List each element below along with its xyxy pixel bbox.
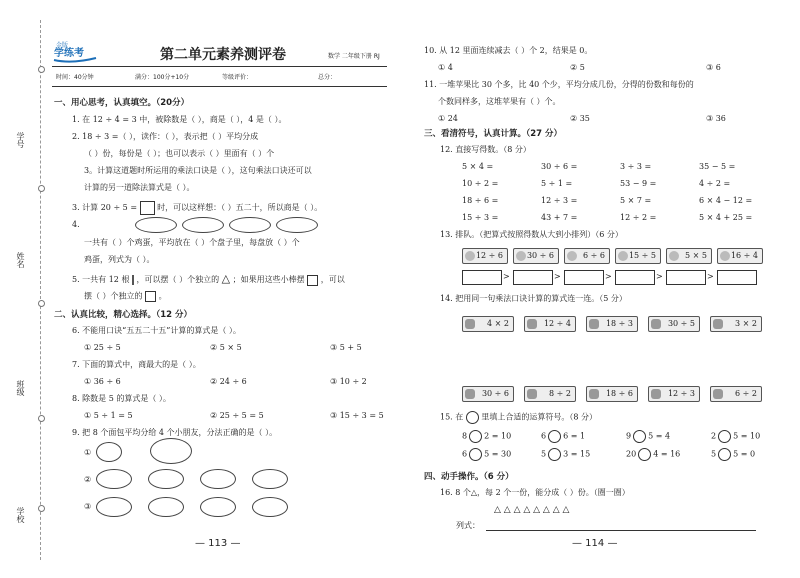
q14-card[interactable] [710, 386, 762, 402]
q14-card-label: 8 ÷ 2 [549, 389, 571, 398]
bee-icon [465, 389, 475, 399]
operator-circle[interactable] [548, 448, 561, 461]
question-2-line4: 计算的另一道除法算式是（ ）。 [84, 183, 195, 192]
operator-circle[interactable] [469, 448, 482, 461]
bee-icon [465, 319, 475, 329]
q12-item: 5 × 4 = [462, 162, 494, 171]
question-2-line3: 3。计算这道题时所运用的乘法口诀是（ ），这句乘法口诀还可以 [84, 166, 312, 175]
q13-card [462, 248, 508, 264]
brand-logo [52, 44, 98, 64]
page-number-left: — 113 — [195, 538, 241, 549]
square-icon [307, 275, 318, 286]
operator-circle[interactable] [718, 448, 731, 461]
q12-item: 3 ÷ 3 = [620, 162, 652, 171]
q14-card[interactable] [586, 386, 638, 402]
bun-icon [669, 251, 679, 261]
q14-card[interactable] [648, 386, 700, 402]
q5-text-f: 。 [158, 291, 167, 301]
q5-text-a: 5. 一共有 12 根 [72, 275, 130, 284]
bun-icon [567, 251, 577, 261]
q15-right-part: 5 = 4 [648, 431, 671, 441]
q15-left-operand: 20 [626, 449, 637, 459]
q13-card [564, 248, 610, 264]
q5-text-d: ，可以 [320, 275, 345, 284]
q10-option-1[interactable]: ① 4 [438, 63, 453, 72]
q15-left-operand: 8 [462, 431, 468, 441]
q14-card-label: 12 ÷ 4 [543, 319, 571, 328]
question-11-line1: 11. 一堆苹果比 30 个多，比 40 个少，平均分成几份，分得的份数和每份的 [424, 80, 694, 89]
side-label-name: 姓名 [16, 252, 25, 268]
binding-hole [38, 66, 45, 73]
q12-item: 43 + 7 = [541, 213, 578, 222]
question-2-line2: （ ）份，每份是（ ）；也可以表示（ ）里面有（ ）个 [84, 149, 275, 158]
q15-right-part: 5 = 10 [733, 431, 761, 441]
stick-icon [132, 275, 134, 285]
operator-circle[interactable] [638, 448, 651, 461]
q15-right-part: 4 = 16 [653, 449, 681, 459]
answer-box[interactable] [513, 270, 553, 285]
formula-label: 列式： [456, 521, 480, 530]
info-total: 总分： [318, 74, 337, 81]
q14-card-label: 30 ÷ 5 [667, 319, 695, 328]
q15-item [626, 430, 670, 443]
binding-hole [38, 185, 45, 192]
q9-option-1[interactable]: ① [84, 448, 92, 457]
answer-box[interactable] [462, 270, 502, 285]
q15-right-part: 5 = 30 [484, 449, 512, 459]
egg-group-icon [229, 217, 271, 233]
bee-icon [527, 319, 537, 329]
answer-box[interactable] [666, 270, 706, 285]
q15-item [711, 430, 760, 443]
header-rule [52, 66, 387, 67]
q12-item: 53 − 9 = [620, 179, 657, 188]
q14-card[interactable] [462, 386, 514, 402]
side-label-class: 班级 [16, 380, 25, 396]
q12-item: 15 ÷ 3 = [462, 213, 499, 222]
bread-plate-icon [200, 469, 236, 489]
q15-left-operand: 2 [711, 431, 717, 441]
question-2-line1: 2. 18 ÷ 3 =（ ），读作：（ ），表示把（ ）平均分成 [72, 132, 259, 141]
greater-than-sign: > [656, 272, 663, 281]
q15-left-operand: 5 [541, 449, 547, 459]
q14-card[interactable] [586, 316, 638, 332]
q15-text-b: 里填上合适的运算符号。（8 分） [481, 412, 597, 422]
question-4-line2: 鸡蛋，列式为（ ）。 [84, 255, 155, 264]
q8-option-2[interactable]: ② 25 ÷ 5 = 5 [210, 411, 264, 420]
question-8: 8. 除数是 5 的算式是（ ）。 [72, 394, 171, 403]
q15-item [541, 448, 590, 461]
q15-item [626, 448, 680, 461]
bread-plate-icon [252, 497, 288, 517]
bun-icon [720, 251, 730, 261]
q15-right-part: 3 = 15 [563, 449, 591, 459]
operator-circle[interactable] [548, 430, 561, 443]
q7-option-2[interactable]: ② 24 ÷ 6 [210, 377, 247, 386]
q13-card-label: 6 ÷ 6 [583, 251, 605, 260]
q14-card-label: 4 × 2 [487, 319, 509, 328]
q9-option-2[interactable]: ② [84, 475, 92, 484]
q13-card-label: 30 ÷ 6 [526, 251, 554, 260]
question-6: 6. 不能用口诀“五五二十五”计算的算式是（ ）。 [72, 326, 241, 335]
bread-plate-icon [252, 469, 288, 489]
bee-icon [651, 319, 661, 329]
q14-card-label: 18 ÷ 6 [605, 389, 633, 398]
question-3 [72, 201, 322, 215]
question-14: 14. 把用同一句乘法口诀计算的算式连一连。（5 分） [440, 294, 627, 303]
q13-card-label: 5 × 5 [685, 251, 707, 260]
q15-left-operand: 9 [626, 431, 632, 441]
egg-group-icon [276, 217, 318, 233]
question-11-line2: 个数同样多，这堆苹果有（ ）个。 [438, 97, 561, 106]
q12-item: 12 ÷ 3 = [541, 196, 578, 205]
q13-card-label: 12 ÷ 6 [475, 251, 503, 260]
page-title: 第二单元素养测评卷 [160, 47, 286, 63]
question-5-line1 [72, 274, 345, 286]
side-label-school: 学校 [16, 507, 25, 523]
info-grade: 等级评价： [222, 74, 253, 81]
q14-card-label: 12 ÷ 3 [667, 389, 695, 398]
q8-option-3[interactable]: ③ 15 ÷ 3 = 5 [330, 411, 384, 420]
question-15 [440, 411, 597, 424]
binding-hole [38, 300, 45, 307]
q14-card[interactable] [648, 316, 700, 332]
circle-icon [466, 411, 479, 424]
question-5-line2 [84, 291, 167, 302]
binding-hole [38, 505, 45, 512]
answer-box[interactable] [615, 270, 655, 285]
bread-plate-icon [148, 469, 184, 489]
formula-answer-line[interactable] [486, 530, 756, 531]
q13-card-label: 15 ÷ 5 [628, 251, 656, 260]
q12-item: 10 ÷ 2 = [462, 179, 499, 188]
bread-plate-icon [200, 497, 236, 517]
q11-option-3[interactable]: ③ 36 [706, 114, 726, 123]
q11-option-2[interactable]: ② 35 [570, 114, 590, 123]
q15-left-operand: 6 [462, 449, 468, 459]
q15-left-operand: 6 [541, 431, 547, 441]
question-13: 13. 排队。（把算式按照得数从大到小排列）（6 分） [440, 230, 623, 239]
question-4-number: 4. [72, 220, 80, 229]
section-1-title: 一、用心思考，认真填空。（20分） [54, 98, 190, 108]
q15-right-part: 6 = 1 [563, 431, 586, 441]
q12-item: 5 ÷ 1 = [541, 179, 573, 188]
q10-option-3[interactable]: ③ 6 [706, 63, 721, 72]
q15-item [462, 430, 511, 443]
q14-card-label: 3 × 2 [735, 319, 757, 328]
q9-option-3[interactable]: ③ [84, 502, 92, 511]
page-number-right: — 114 — [572, 538, 618, 549]
bun-icon [465, 251, 475, 261]
info-time: 时间：40分钟 [56, 74, 94, 81]
q7-option-1[interactable]: ① 36 ÷ 6 [84, 377, 121, 386]
bee-icon [589, 389, 599, 399]
q10-option-2[interactable]: ② 5 [570, 63, 585, 72]
bread-plate-icon [96, 442, 122, 462]
question-4-line1: 一共有（ ）个鸡蛋，平均放在（ ）个盘子里，每盘放（ ）个 [84, 238, 300, 247]
info-score: 满分：100分+10分 [135, 74, 190, 81]
question-3-part1: 3. 计算 20 ÷ 5 = [72, 203, 138, 212]
q15-item [541, 430, 585, 443]
section-2-title: 二、认真比较，精心选择。（12 分） [54, 310, 193, 320]
q8-option-1[interactable]: ① 5 ÷ 1 = 5 [84, 411, 133, 420]
question-3-part2: 时，可以这样想：（ ）五二十，所以商是（ ）。 [157, 203, 323, 212]
question-10: 10. 从 12 里面连续减去（ ）个 2，结果是 0。 [424, 46, 593, 55]
q15-left-operand: 5 [711, 449, 717, 459]
q5-text-b: ，可以摆（ ）个独立的 [136, 275, 220, 284]
q12-item: 5 × 7 = [620, 196, 652, 205]
bread-plate-icon [148, 497, 184, 517]
operator-circle[interactable] [718, 430, 731, 443]
q12-item: 18 ÷ 6 = [462, 196, 499, 205]
q13-card [513, 248, 559, 264]
q7-option-3[interactable]: ③ 10 ÷ 2 [330, 377, 367, 386]
q13-card [615, 248, 661, 264]
answer-box[interactable] [140, 201, 155, 215]
square-icon [145, 291, 156, 302]
question-9: 9. 把 8 个面包平均分给 4 个小朋友，分法正确的是（ ）。 [72, 428, 278, 437]
q12-item: 30 ÷ 6 = [541, 162, 578, 171]
q5-text-e: 摆（ ）个独立的 [84, 291, 143, 301]
q14-card[interactable] [462, 316, 514, 332]
section-4-title: 四、动手操作。（6 分） [424, 472, 514, 482]
q15-right-part: 5 = 0 [733, 449, 756, 459]
triangle-row: △ △ △ △ △ △ △ △ [494, 505, 570, 515]
greater-than-sign: > [503, 272, 510, 281]
q14-card[interactable] [710, 316, 762, 332]
q6-option-1[interactable]: ① 25 ÷ 5 [84, 343, 121, 352]
answer-box[interactable] [564, 270, 604, 285]
q12-item: 35 − 5 = [699, 162, 736, 171]
left-binding-line [40, 20, 41, 560]
q13-card-label: 16 ÷ 4 [730, 251, 758, 260]
q15-text-a: 15. 在 [440, 412, 464, 422]
question-12: 12. 直接写得数。（8 分） [440, 145, 531, 154]
bun-icon [516, 251, 526, 261]
q14-card-label: 30 ÷ 6 [481, 389, 509, 398]
bread-plate-icon [96, 469, 132, 489]
question-7: 7. 下面的算式中，商最大的是（ ）。 [72, 360, 201, 369]
q14-card[interactable] [524, 316, 576, 332]
q11-option-1[interactable]: ① 24 [438, 114, 458, 123]
q15-right-part: 2 = 10 [484, 431, 512, 441]
egg-group-icon [182, 217, 224, 233]
q15-item [462, 448, 511, 461]
q12-item: 6 × 4 − 12 = [699, 196, 753, 205]
q12-item: 4 ÷ 2 = [699, 179, 731, 188]
q12-item: 5 × 4 + 25 = [699, 213, 753, 222]
question-1: 1. 在 12 ÷ 4 = 3 中，被除数是（ ），商是（ ），4 是（ ）。 [72, 115, 287, 124]
bee-icon [651, 389, 661, 399]
q6-option-3[interactable]: ③ 5 + 5 [330, 343, 362, 352]
egg-group-icon [135, 217, 177, 233]
binding-hole [38, 415, 45, 422]
bread-plate-icon [150, 438, 192, 464]
side-label-student-id: 学号 [16, 132, 25, 148]
question-16: 16. 8 个△，每 2 个一份，能分成（ ）份。（圈一圈） [440, 488, 630, 497]
q15-item [711, 448, 755, 461]
q13-card [666, 248, 712, 264]
q6-option-2[interactable]: ② 5 × 5 [210, 343, 242, 352]
q14-card-label: 6 ÷ 2 [735, 389, 757, 398]
section-3-title: 三、看清符号，认真计算。（27 分） [424, 129, 563, 139]
q14-card[interactable] [524, 386, 576, 402]
q13-card [717, 248, 763, 264]
q14-card-label: 18 ÷ 3 [605, 319, 633, 328]
operator-circle[interactable] [633, 430, 646, 443]
triangle-icon: △ [221, 272, 231, 285]
bee-icon [589, 319, 599, 329]
bee-icon [713, 319, 723, 329]
operator-circle[interactable] [469, 430, 482, 443]
greater-than-sign: > [554, 272, 561, 281]
info-rule [52, 86, 387, 87]
q12-item: 12 ÷ 2 = [620, 213, 657, 222]
brand-small: 金版 [56, 42, 69, 49]
subject-meta: 数学 二年级下册 RJ [328, 53, 380, 60]
q5-text-c: ；如果用这些小棒摆 [232, 275, 305, 284]
brand-name: 学练考 [54, 48, 84, 59]
bee-icon [527, 389, 537, 399]
answer-box[interactable] [717, 270, 757, 285]
bee-icon [713, 389, 723, 399]
bun-icon [618, 251, 628, 261]
greater-than-sign: > [605, 272, 612, 281]
bread-plate-icon [96, 497, 132, 517]
greater-than-sign: > [707, 272, 714, 281]
